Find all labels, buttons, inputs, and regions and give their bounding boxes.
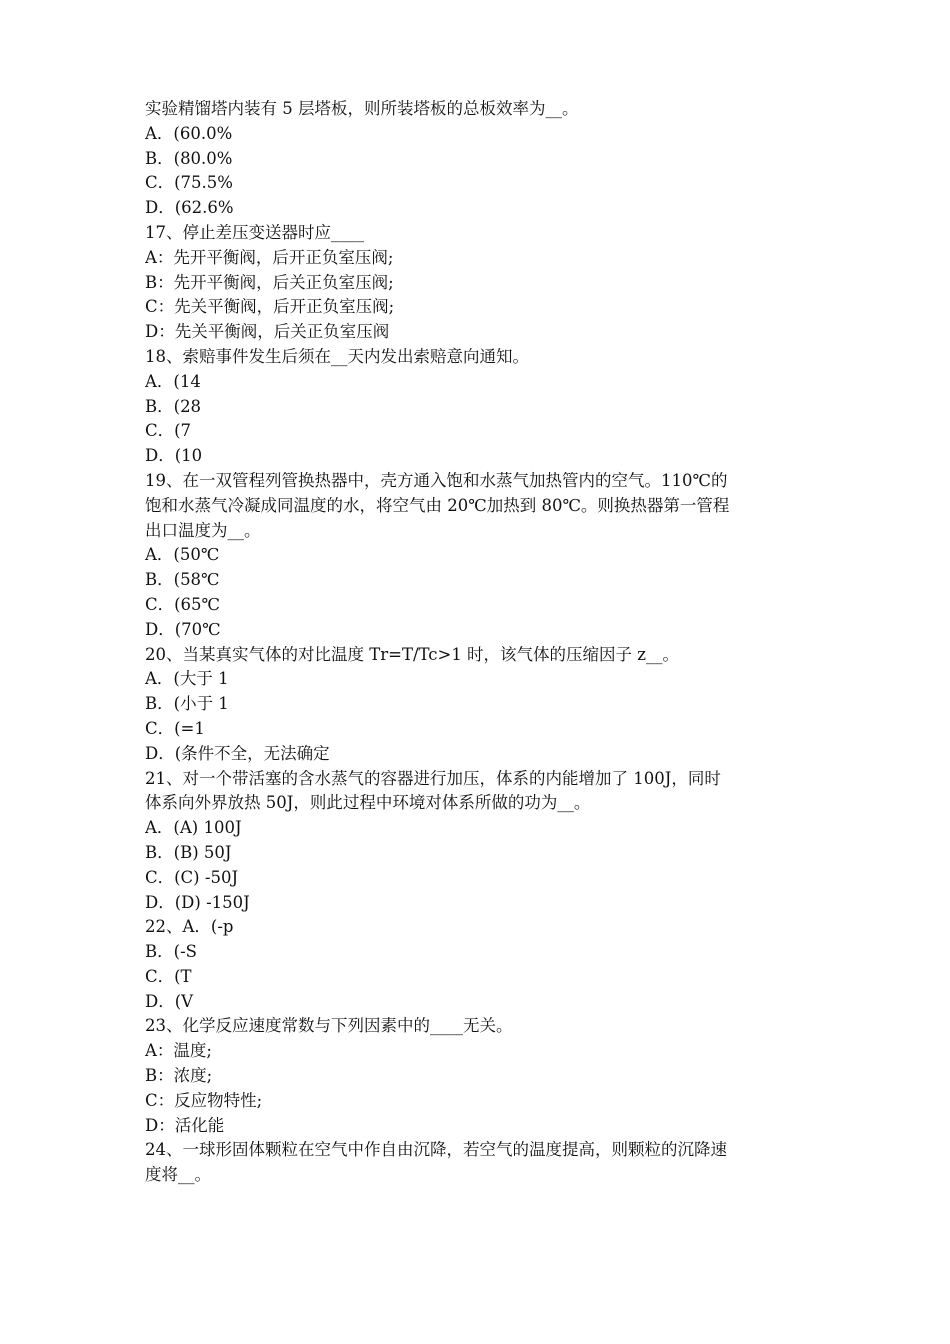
answer-option: C．(65℃ bbox=[145, 594, 221, 614]
question-text-line: 19、在一双管程列管换热器中，壳方通入饱和水蒸气加热管内的空气。110℃的 bbox=[145, 470, 728, 490]
answer-option: A．(A) 100J bbox=[145, 818, 242, 838]
answer-option: B．(B) 50J bbox=[145, 842, 232, 862]
question-text: 20、当某真实气体的对比温度 Tr=T/Tc>1 时，该气体的压缩因子 z__。 bbox=[145, 644, 679, 664]
question-text-line: 体系向外界放热 50J，则此过程中环境对体系所做的功为__。 bbox=[145, 793, 591, 813]
question-text-line: 21、对一个带活塞的含水蒸气的容器进行加压，体系的内能增加了 100J，同时 bbox=[145, 768, 721, 788]
answer-option: D．(62.6% bbox=[145, 198, 234, 218]
question-text-line: 度将__。 bbox=[145, 1165, 211, 1185]
question-text-line: 饱和水蒸气冷凝成同温度的水，将空气由 20℃加热到 80℃。则换热器第一管程 bbox=[145, 495, 730, 515]
answer-option: C：反应物特性; bbox=[145, 1090, 263, 1110]
answer-option: B．(小于 1 bbox=[145, 694, 229, 714]
answer-option: D．(D) -150J bbox=[145, 892, 250, 912]
answer-option: B．(58℃ bbox=[145, 570, 220, 590]
answer-option: C．(7 bbox=[145, 421, 192, 441]
document-body bbox=[145, 97, 810, 1188]
answer-option: D．(条件不全，无法确定 bbox=[145, 743, 330, 763]
answer-option: C．(=1 bbox=[145, 718, 205, 738]
answer-option: A：温度; bbox=[145, 1041, 212, 1061]
answer-option: B：浓度; bbox=[145, 1066, 213, 1086]
answer-option: D：活化能 bbox=[145, 1115, 225, 1135]
answer-option: A．(60.0% bbox=[145, 123, 233, 143]
answer-option: C．(T bbox=[145, 966, 192, 986]
question-text: 22、A．(-p bbox=[145, 917, 234, 937]
answer-option: B．(28 bbox=[145, 396, 202, 416]
answer-option: D．(V bbox=[145, 991, 194, 1011]
answer-option: B．(80.0% bbox=[145, 148, 233, 168]
answer-option: D．(10 bbox=[145, 446, 203, 466]
answer-option: A．(50℃ bbox=[145, 545, 220, 565]
answer-option: A：先开平衡阀，后开正负室压阀; bbox=[145, 247, 394, 267]
answer-option: D：先关平衡阀，后关正负室压阀 bbox=[145, 322, 390, 342]
question-text-line: 出口温度为__。 bbox=[145, 520, 261, 540]
question-text: 实验精馏塔内装有 5 层塔板，则所装塔板的总板效率为__。 bbox=[145, 99, 579, 118]
answer-option: C．(C) -50J bbox=[145, 867, 239, 887]
answer-option: C．(75.5% bbox=[145, 173, 233, 193]
answer-option: D．(70℃ bbox=[145, 619, 221, 639]
answer-option: A．(大于 1 bbox=[145, 669, 229, 689]
question-text: 17、停止差压变送器时应____ bbox=[145, 222, 364, 242]
question-text: 18、索赔事件发生后须在__天内发出索赔意向通知。 bbox=[145, 346, 529, 366]
answer-option: B．(-S bbox=[145, 942, 197, 962]
question-text: 23、化学反应速度常数与下列因素中的____无关。 bbox=[145, 1016, 513, 1036]
answer-option: C：先关平衡阀，后开正负室压阀; bbox=[145, 297, 395, 317]
answer-option: B：先开平衡阀，后关正负室压阀; bbox=[145, 272, 394, 292]
answer-option: A．(14 bbox=[145, 371, 201, 391]
question-text-line: 24、一球形固体颗粒在空气中作自由沉降，若空气的温度提高，则颗粒的沉降速 bbox=[145, 1140, 727, 1160]
